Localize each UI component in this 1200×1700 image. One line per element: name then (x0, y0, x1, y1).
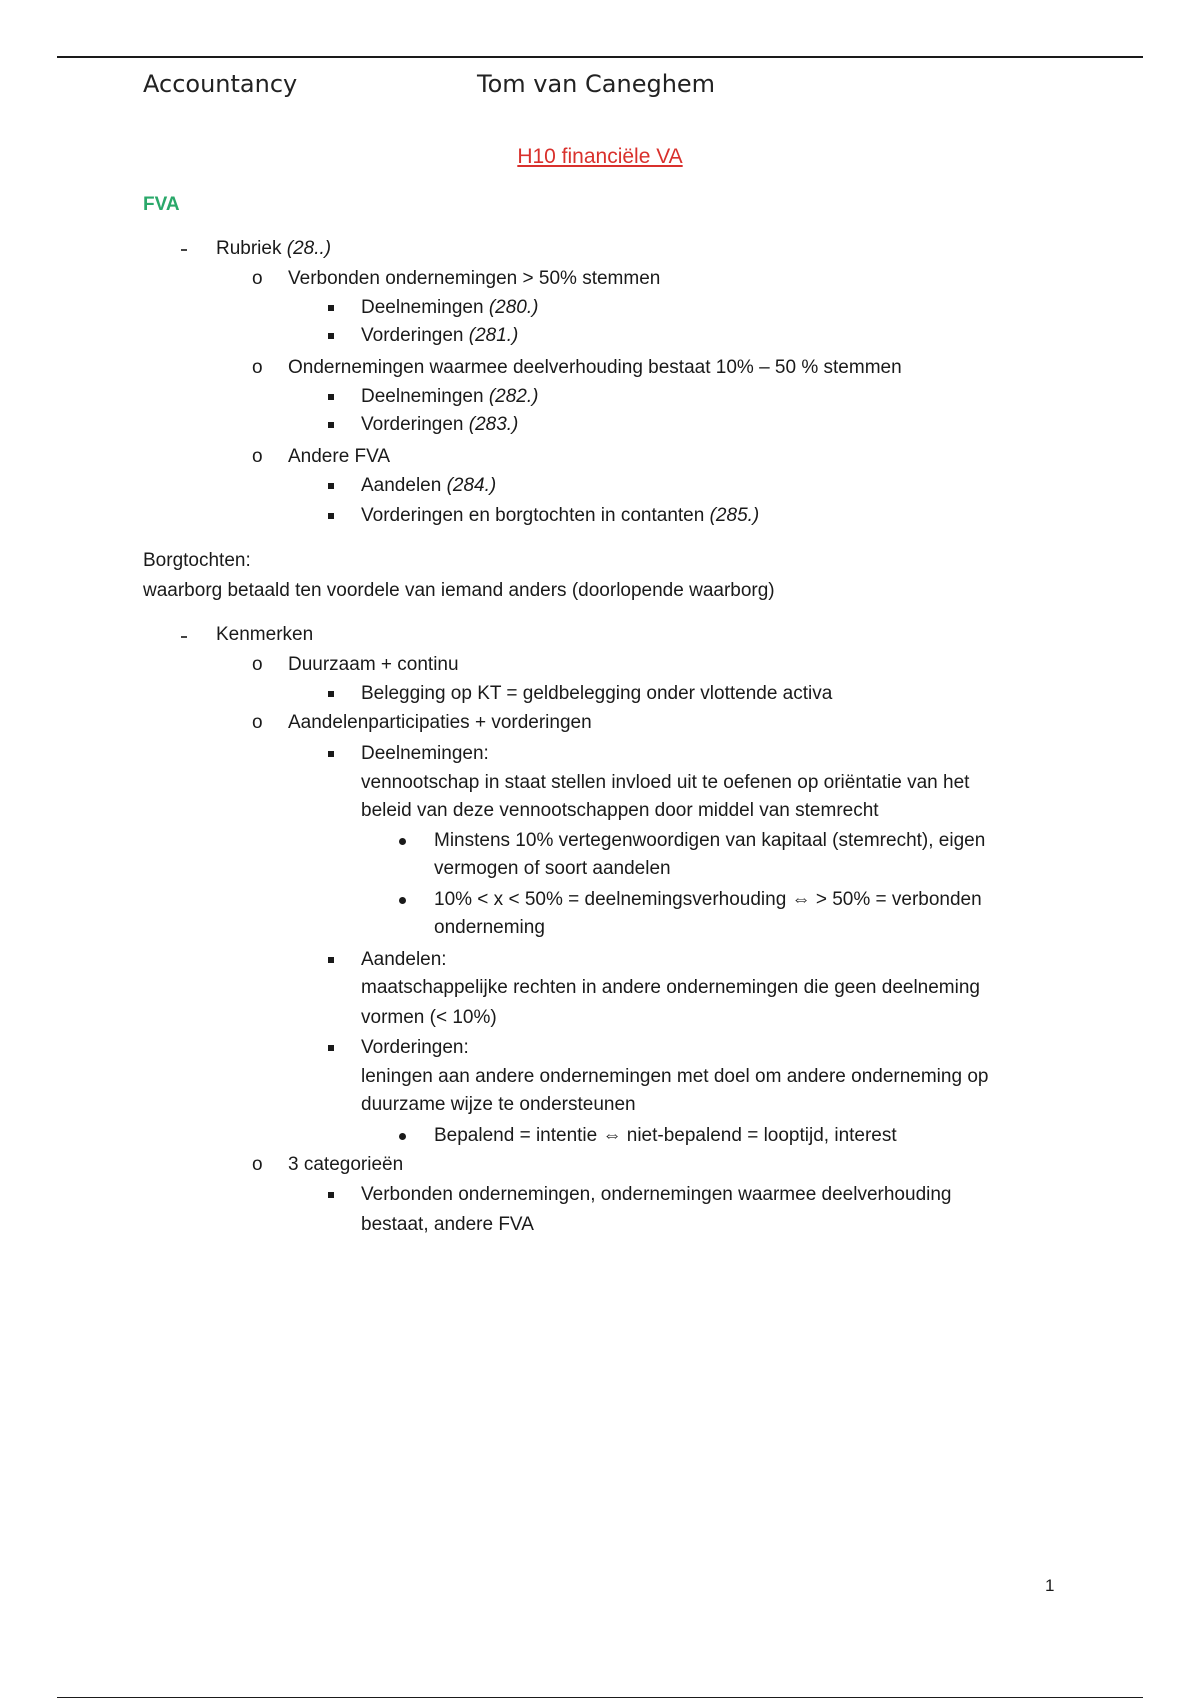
group-label: Duurzaam + continu (288, 654, 459, 675)
item-label: Aandelen (361, 475, 442, 496)
square-bullet-icon (328, 1045, 334, 1051)
item-code: (283.) (468, 414, 519, 435)
header-subject: Accountancy (143, 70, 298, 98)
item-code: (284.) (446, 475, 497, 496)
list-item (361, 411, 518, 439)
kenmerken-label: Kenmerken (216, 624, 314, 645)
square-bullet-icon (328, 333, 334, 339)
circle-bullet-icon: o (252, 1154, 263, 1175)
item-code: (281.) (468, 325, 519, 346)
list-item-label: Aandelen: (361, 949, 447, 970)
round-bullet-icon (399, 838, 406, 845)
circle-bullet-icon: o (252, 654, 263, 675)
group-label: Ondernemingen waarmee deelverhouding bestaat 10% – 50 % stemmen (288, 357, 902, 378)
rubriek-line (216, 235, 331, 263)
item-code: (285.) (709, 505, 760, 526)
list-item-label: Vorderingen: (361, 1037, 469, 1058)
list-item-text: Verbonden ondernemingen, ondernemingen waarmee deelverhouding (361, 1184, 952, 1205)
group-label: 3 categorieën (288, 1154, 404, 1175)
square-bullet-icon (328, 394, 334, 400)
square-bullet-icon (328, 1192, 334, 1198)
page-number: 1 (1045, 1576, 1055, 1595)
item-label: Vorderingen (361, 325, 464, 346)
rubriek-label: Rubriek (216, 238, 282, 259)
group-label: Aandelenparticipaties + vorderingen (288, 712, 592, 733)
square-bullet-icon (328, 305, 334, 311)
borgtochten-text: waarborg betaald ten voordele van iemand anders (doorlopende waarborg) (143, 580, 775, 601)
list-item-text: bestaat, andere FVA (361, 1214, 534, 1235)
square-bullet-icon (328, 691, 334, 697)
list-item-label: Deelnemingen: (361, 743, 489, 764)
circle-bullet-icon: o (252, 357, 263, 378)
square-bullet-icon (328, 513, 334, 519)
group-label: Verbonden ondernemingen > 50% stemmen (288, 268, 661, 289)
list-item-text: maatschappelijke rechten in andere ondernemingen die geen deelneming (361, 977, 980, 998)
item-code: (282.) (488, 386, 539, 407)
square-bullet-icon (328, 957, 334, 963)
group-label: Andere FVA (288, 446, 391, 467)
round-bullet-icon (399, 1133, 406, 1140)
item-label: Vorderingen (361, 414, 464, 435)
list-item-text: leningen aan andere ondernemingen met doel om andere onderneming op (361, 1066, 989, 1087)
circle-bullet-icon: o (252, 268, 263, 289)
list-item (361, 383, 538, 411)
sub-item: vermogen of soort aandelen (434, 858, 671, 879)
square-bullet-icon (328, 483, 334, 489)
item-label: Deelnemingen (361, 297, 484, 318)
sub-item: Minstens 10% vertegenwoordigen van kapitaal (stemrecht), eigen (434, 830, 986, 851)
list-item (361, 322, 518, 350)
square-bullet-icon (328, 751, 334, 757)
rubriek-code: (28..) (286, 238, 332, 259)
square-bullet-icon (328, 422, 334, 428)
sub-item: onderneming (434, 917, 545, 938)
circle-bullet-icon: o (252, 712, 263, 733)
footer-rule (57, 1697, 1143, 1698)
section-heading: FVA (143, 194, 180, 215)
borgtochten-label: Borgtochten: (143, 550, 251, 571)
round-bullet-icon (399, 897, 406, 904)
circle-bullet-icon: o (252, 446, 263, 467)
item-code: (280.) (488, 297, 539, 318)
header-author: Tom van Caneghem (477, 70, 716, 98)
list-item-text: beleid van deze vennootschappen door middel van stemrecht (361, 800, 879, 821)
header-rule (57, 56, 1143, 58)
item-label: Vorderingen en borgtochten in contanten (361, 505, 705, 526)
list-item-text: vormen (< 10%) (361, 1007, 497, 1028)
sub-item: 10% < x < 50% = deelnemingsverhouding ⇔ > 50% = verbonden (434, 889, 982, 910)
dash-bullet-icon (181, 636, 187, 638)
sub-item: Bepalend = intentie ⇔ niet-bepalend = looptijd, interest (434, 1125, 897, 1146)
list-item-text: vennootschap in staat stellen invloed uit te oefenen op oriëntatie van het (361, 772, 970, 793)
list-item (361, 502, 759, 530)
list-item-text: duurzame wijze te ondersteunen (361, 1094, 636, 1115)
list-item: Belegging op KT = geldbelegging onder vlottende activa (361, 683, 833, 704)
list-item (361, 472, 496, 500)
page-title: H10 financiële VA (517, 145, 683, 168)
dash-bullet-icon (181, 249, 187, 251)
list-item (361, 294, 538, 322)
item-label: Deelnemingen (361, 386, 484, 407)
